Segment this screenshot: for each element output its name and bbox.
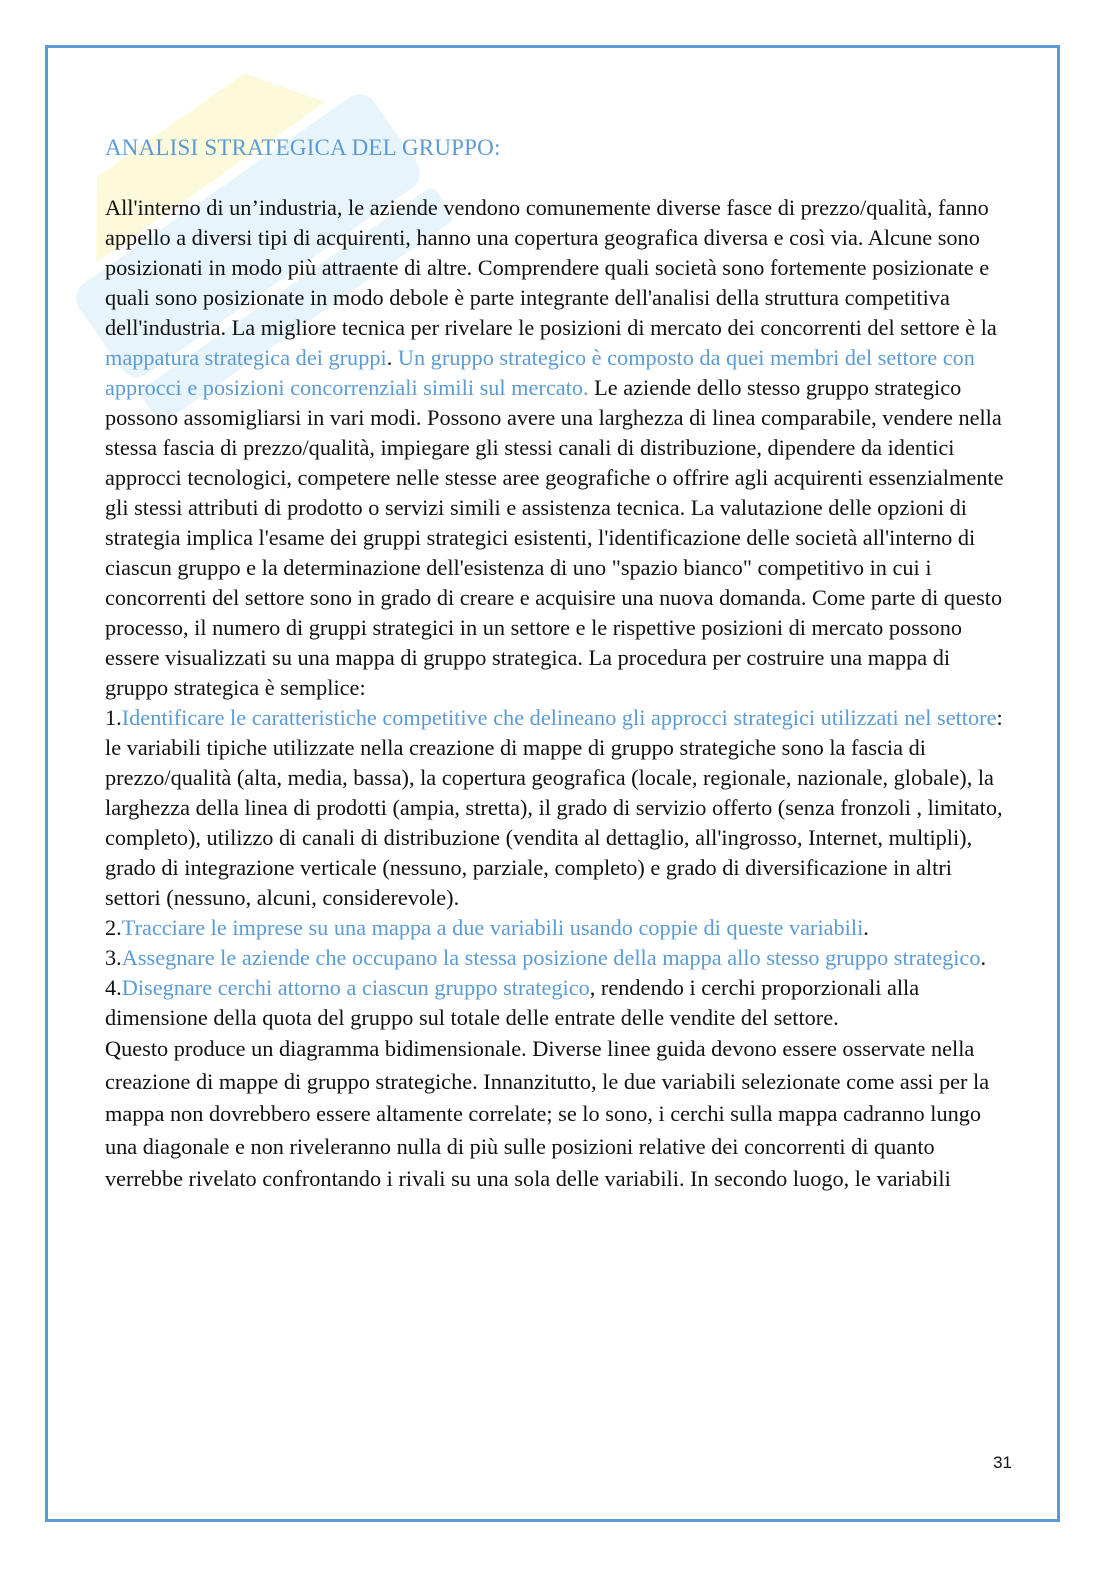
step-number: 1. bbox=[105, 705, 122, 730]
closing-paragraph: Questo produce un diagramma bidimensionale. Diverse linee guida devono essere osservate nella creazione di mappe di gruppo strategiche. Innanzitutto, le due variabili selezionate come assi per la mappa non dovrebbero essere altamente correlate; se lo sono, i cerchi sulla mappa cadranno lungo una diagonale e non riveleranno nulla di più sulle posizioni relative dei concorrenti di quanto verrebbe rivelato confrontando i rivali su una sola delle variabili. In secondo luogo, le variabili bbox=[105, 1036, 990, 1191]
step-text: : le variabili tipiche utilizzate nella creazione di mappe di gruppo strategiche sono la fascia di prezzo/qualità (alta, media, bassa), la copertura geografica (locale, regionale, nazionale, globale), la larghezza della linea di prodotti (ampia, stretta), il grado di servizio offerto (senza fronzoli , limitato, completo), utilizzo di canali di distribuzione (vendita al dettaglio, all'ingrosso, Internet, multipli), grado di integrazione verticale (nessuno, parziale, completo) e grado di diversificazione in altri settori (nessuno, alcuni, considerevole). bbox=[105, 705, 1003, 910]
step-item bbox=[105, 973, 1010, 1033]
step-item bbox=[105, 913, 1010, 943]
step-item bbox=[105, 943, 1010, 973]
step-text: , rendendo i cerchi proporzionali alla dimensione della quota del gruppo sul totale delle entrate delle vendite del settore. bbox=[105, 975, 920, 1030]
step-text: . bbox=[980, 945, 987, 970]
step-text: . bbox=[863, 915, 869, 940]
step-number: 4. bbox=[105, 975, 122, 1000]
step-highlight: Assegnare le aziende che occupano la stessa posizione della mappa allo stesso gruppo strategico bbox=[121, 945, 981, 970]
document-body bbox=[105, 133, 1010, 1196]
intro-text: All'interno di un’industria, le aziende vendono comunemente diverse fasce di prezzo/qualità, fanno appello a diversi tipi di acquirenti, hanno una copertura geografica diversa e così via. Alcune sono posizionati in modo più attraente di altre. Comprendere quali società sono fortemente posizionate e quali sono posizionate in modo debole è parte integrante dell'analisi della struttura competitiva dell'industria. La migliore tecnica per rivelare le posizioni di mercato dei concorrenti del settore è la bbox=[105, 195, 997, 340]
page-number: 31 bbox=[993, 1453, 1012, 1472]
intro-text: . bbox=[386, 345, 398, 370]
step-highlight: Identificare le caratteristiche competitive che delineano gli approcci strategici utilizzati nel settore bbox=[121, 705, 997, 730]
highlight-strategic-mapping: mappatura strategica dei gruppi bbox=[105, 345, 387, 370]
step-number: 2. bbox=[105, 915, 122, 940]
step-highlight: Tracciare le imprese su una mappa a due variabili usando coppie di queste variabili bbox=[121, 915, 864, 940]
section-title: ANALISI STRATEGICA DEL GRUPPO: bbox=[105, 135, 501, 160]
step-number: 3. bbox=[105, 945, 122, 970]
step-highlight: Disegnare cerchi attorno a ciascun gruppo strategico bbox=[121, 975, 590, 1000]
highlight-strategic-group-definition: Un gruppo strategico è composto da quei membri del settore con approcci e posizioni concorrenziali simili sul mercato. bbox=[105, 345, 975, 400]
step-item bbox=[105, 703, 1010, 913]
intro-paragraph bbox=[105, 193, 1010, 703]
intro-text: Le aziende dello stesso gruppo strategico possono assomigliarsi in vari modi. Possono avere una larghezza di linea comparabile, vendere nella stessa fascia di prezzo/qualità, impiegare gli stessi canali di distribuzione, dipendere da identici approcci tecnologici, competere nelle stesse aree geografiche o offrire agli acquirenti essenzialmente gli stessi attributi di prodotto o servizi simili e assistenza tecnica. La valutazione delle opzioni di strategia implica l'esame dei gruppi strategici esistenti, l'identificazione delle società all'interno di ciascun gruppo e la determinazione dell'esistenza di uno "spazio bianco" competitivo in cui i concorrenti del settore sono in grado di creare e acquisire una nuova domanda. Come parte di questo processo, il numero di gruppi strategici in un settore e le rispettive posizioni di mercato possono essere visualizzati su una mappa di gruppo strategica. La procedura per costruire una mappa di gruppo strategica è semplice: bbox=[105, 375, 1004, 700]
